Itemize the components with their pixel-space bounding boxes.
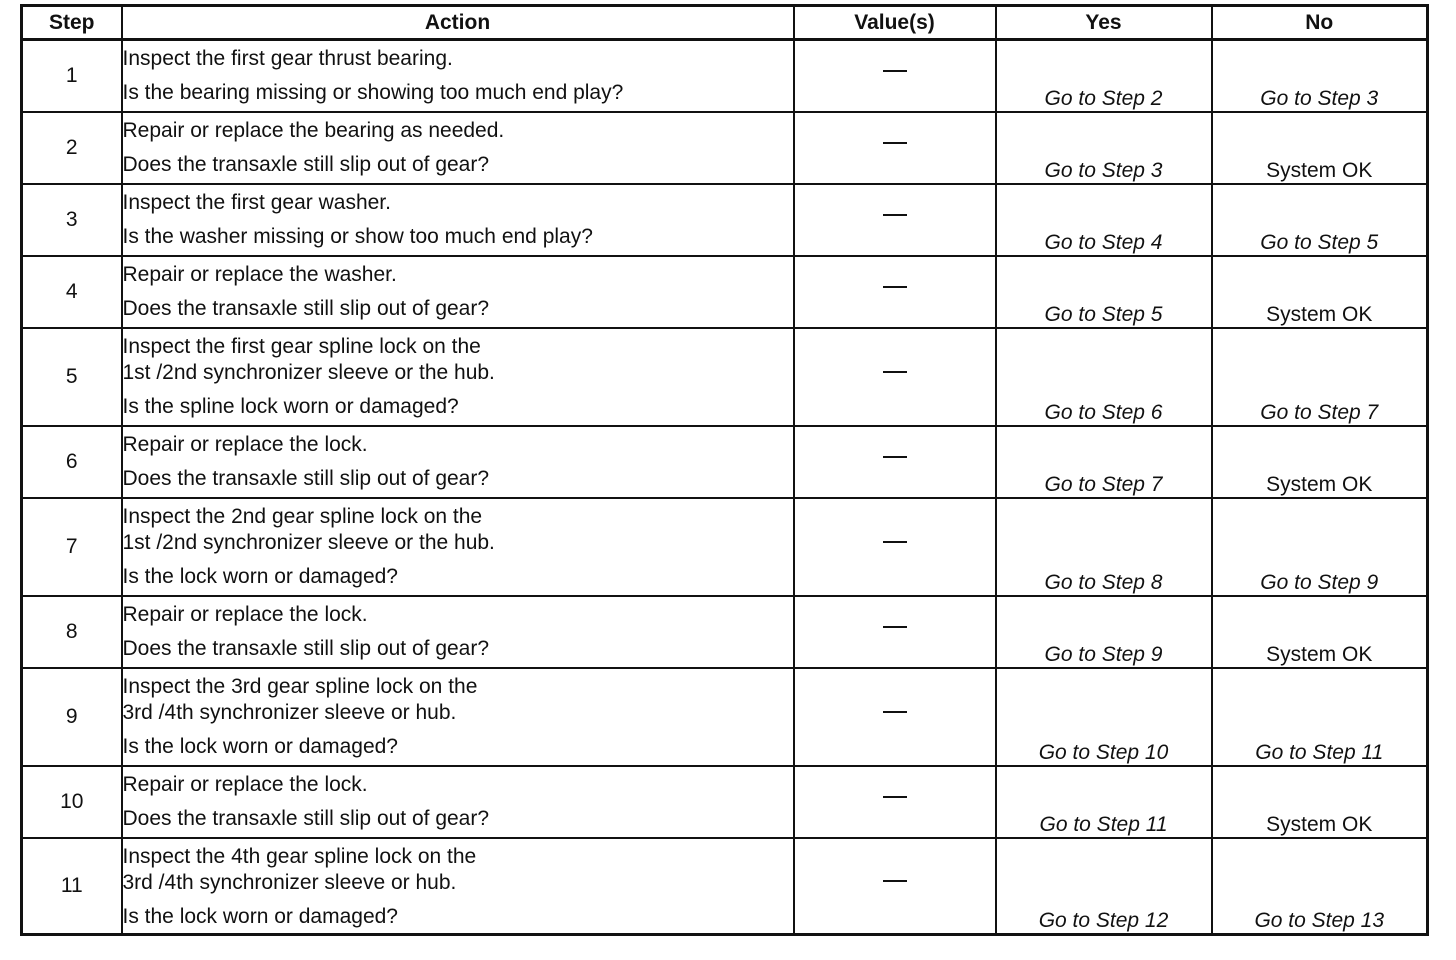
action-instruction: 3rd /4th synchronizer sleeve or hub. xyxy=(122,700,457,724)
header-values: Value(s) xyxy=(794,6,996,40)
diagnostic-table xyxy=(20,4,1429,936)
no-result-text: System OK xyxy=(1266,472,1373,496)
value-dash xyxy=(883,541,907,543)
yes-result-text: Go to Step 8 xyxy=(1044,570,1163,594)
step-number: 9 xyxy=(22,668,122,766)
yes-result xyxy=(996,40,1212,112)
no-result xyxy=(1212,766,1428,838)
action-question: Is the lock worn or damaged? xyxy=(122,564,398,588)
action-instruction: Inspect the first gear washer. xyxy=(122,190,391,214)
no-result xyxy=(1212,256,1428,328)
action-instruction: Inspect the first gear thrust bearing. xyxy=(122,47,453,70)
header-no: No xyxy=(1212,6,1428,40)
table-body xyxy=(22,40,1428,935)
action-instruction: Inspect the first gear spline lock on the xyxy=(122,334,481,358)
table-row xyxy=(22,328,1428,426)
value-dash xyxy=(883,796,907,798)
action-instruction: Repair or replace the bearing as needed. xyxy=(122,118,505,142)
yes-result-text: Go to Step 7 xyxy=(1044,472,1163,496)
header-step: Step xyxy=(22,6,122,40)
action-instruction: Repair or replace the lock. xyxy=(122,432,368,456)
no-result xyxy=(1212,40,1428,112)
table-row xyxy=(22,498,1428,596)
no-result-text: System OK xyxy=(1266,302,1373,326)
action-cell xyxy=(122,766,794,838)
yes-result-text: Go to Step 10 xyxy=(1038,740,1169,764)
action-question: Does the transaxle still slip out of gear? xyxy=(122,296,490,320)
step-number: 8 xyxy=(22,596,122,668)
table-row xyxy=(22,596,1428,668)
table-row xyxy=(22,112,1428,184)
no-result xyxy=(1212,112,1428,184)
value-dash xyxy=(883,880,907,882)
no-result-text: Go to Step 5 xyxy=(1260,230,1379,254)
action-question: Does the transaxle still slip out of gear? xyxy=(122,806,490,830)
yes-result xyxy=(996,766,1212,838)
no-result-text: System OK xyxy=(1266,812,1373,836)
no-result xyxy=(1212,426,1428,498)
action-instruction: Repair or replace the washer. xyxy=(122,262,397,286)
action-cell xyxy=(122,596,794,668)
action-instruction: Inspect the 3rd gear spline lock on the xyxy=(122,674,478,698)
no-result-text: Go to Step 13 xyxy=(1254,909,1385,932)
action-cell xyxy=(122,426,794,498)
value-dash xyxy=(883,371,907,373)
value-cell xyxy=(794,766,996,838)
yes-result xyxy=(996,498,1212,596)
value-dash xyxy=(883,142,907,144)
step-number: 4 xyxy=(22,256,122,328)
action-cell xyxy=(122,112,794,184)
action-question: Is the spline lock worn or damaged? xyxy=(122,394,459,418)
action-instruction: 1st /2nd synchronizer sleeve or the hub. xyxy=(122,360,495,384)
value-cell xyxy=(794,184,996,256)
yes-result-text: Go to Step 3 xyxy=(1044,158,1163,182)
step-number: 6 xyxy=(22,426,122,498)
action-question: Does the transaxle still slip out of gear? xyxy=(122,636,490,660)
value-cell xyxy=(794,838,996,935)
value-dash xyxy=(883,626,907,628)
yes-result xyxy=(996,426,1212,498)
action-cell xyxy=(122,498,794,596)
value-cell xyxy=(794,328,996,426)
yes-result xyxy=(996,184,1212,256)
action-question: Does the transaxle still slip out of gear? xyxy=(122,152,490,176)
action-cell xyxy=(122,40,794,112)
no-result-text: System OK xyxy=(1266,642,1373,666)
action-question: Is the lock worn or damaged? xyxy=(122,904,398,928)
value-dash xyxy=(883,711,907,713)
yes-result-text: Go to Step 12 xyxy=(1038,909,1169,932)
table-row xyxy=(22,184,1428,256)
yes-result xyxy=(996,112,1212,184)
step-number: 10 xyxy=(22,766,122,838)
no-result-text: Go to Step 9 xyxy=(1260,570,1379,594)
step-number: 7 xyxy=(22,498,122,596)
action-cell xyxy=(122,184,794,256)
table-row xyxy=(22,426,1428,498)
action-question: Is the lock worn or damaged? xyxy=(122,734,398,758)
yes-result xyxy=(996,596,1212,668)
header-yes: Yes xyxy=(996,6,1212,40)
value-cell xyxy=(794,668,996,766)
no-result-text: Go to Step 7 xyxy=(1260,400,1379,424)
no-result xyxy=(1212,184,1428,256)
value-dash xyxy=(883,70,907,72)
yes-result-text: Go to Step 11 xyxy=(1039,812,1168,836)
action-question: Is the washer missing or show too much end play? xyxy=(122,224,593,248)
yes-result xyxy=(996,256,1212,328)
action-cell xyxy=(122,328,794,426)
yes-result xyxy=(996,328,1212,426)
action-instruction: Inspect the 2nd gear spline lock on the xyxy=(122,504,483,528)
action-instruction: 1st /2nd synchronizer sleeve or the hub. xyxy=(122,530,495,554)
action-cell xyxy=(122,256,794,328)
header-action: Action xyxy=(122,6,794,40)
value-cell xyxy=(794,40,996,112)
yes-result-text: Go to Step 6 xyxy=(1044,400,1163,424)
no-result xyxy=(1212,498,1428,596)
no-result xyxy=(1212,328,1428,426)
value-cell xyxy=(794,596,996,668)
no-result xyxy=(1212,668,1428,766)
no-result xyxy=(1212,596,1428,668)
yes-result-text: Go to Step 2 xyxy=(1044,86,1163,110)
step-number: 3 xyxy=(22,184,122,256)
table-row xyxy=(22,256,1428,328)
value-dash xyxy=(883,456,907,458)
step-number: 2 xyxy=(22,112,122,184)
value-dash xyxy=(883,286,907,288)
action-cell xyxy=(122,668,794,766)
value-cell xyxy=(794,498,996,596)
yes-result-text: Go to Step 4 xyxy=(1044,230,1163,254)
value-dash xyxy=(883,214,907,216)
table-row xyxy=(22,766,1428,838)
value-cell xyxy=(794,112,996,184)
yes-result-text: Go to Step 9 xyxy=(1044,642,1163,666)
yes-result xyxy=(996,668,1212,766)
action-question: Does the transaxle still slip out of gear? xyxy=(122,466,490,490)
no-result-text: System OK xyxy=(1266,158,1373,182)
value-cell xyxy=(794,256,996,328)
value-cell xyxy=(794,426,996,498)
action-instruction: Repair or replace the lock. xyxy=(122,602,368,626)
yes-result-text: Go to Step 5 xyxy=(1044,302,1163,326)
yes-result xyxy=(996,838,1212,935)
action-question: Is the bearing missing or showing too much end play? xyxy=(122,81,624,104)
action-cell xyxy=(122,838,794,935)
table-row xyxy=(22,838,1428,935)
no-result-text: Go to Step 11 xyxy=(1255,740,1384,764)
table-row xyxy=(22,40,1428,112)
step-number: 5 xyxy=(22,328,122,426)
step-number: 11 xyxy=(22,838,122,935)
action-instruction: 3rd /4th synchronizer sleeve or hub. xyxy=(122,870,457,894)
no-result-text: Go to Step 3 xyxy=(1260,86,1379,110)
header-row xyxy=(22,6,1428,40)
action-instruction: Inspect the 4th gear spline lock on the xyxy=(122,844,477,868)
table-row xyxy=(22,668,1428,766)
action-instruction: Repair or replace the lock. xyxy=(122,772,368,796)
no-result xyxy=(1212,838,1428,935)
step-number: 1 xyxy=(22,40,122,112)
